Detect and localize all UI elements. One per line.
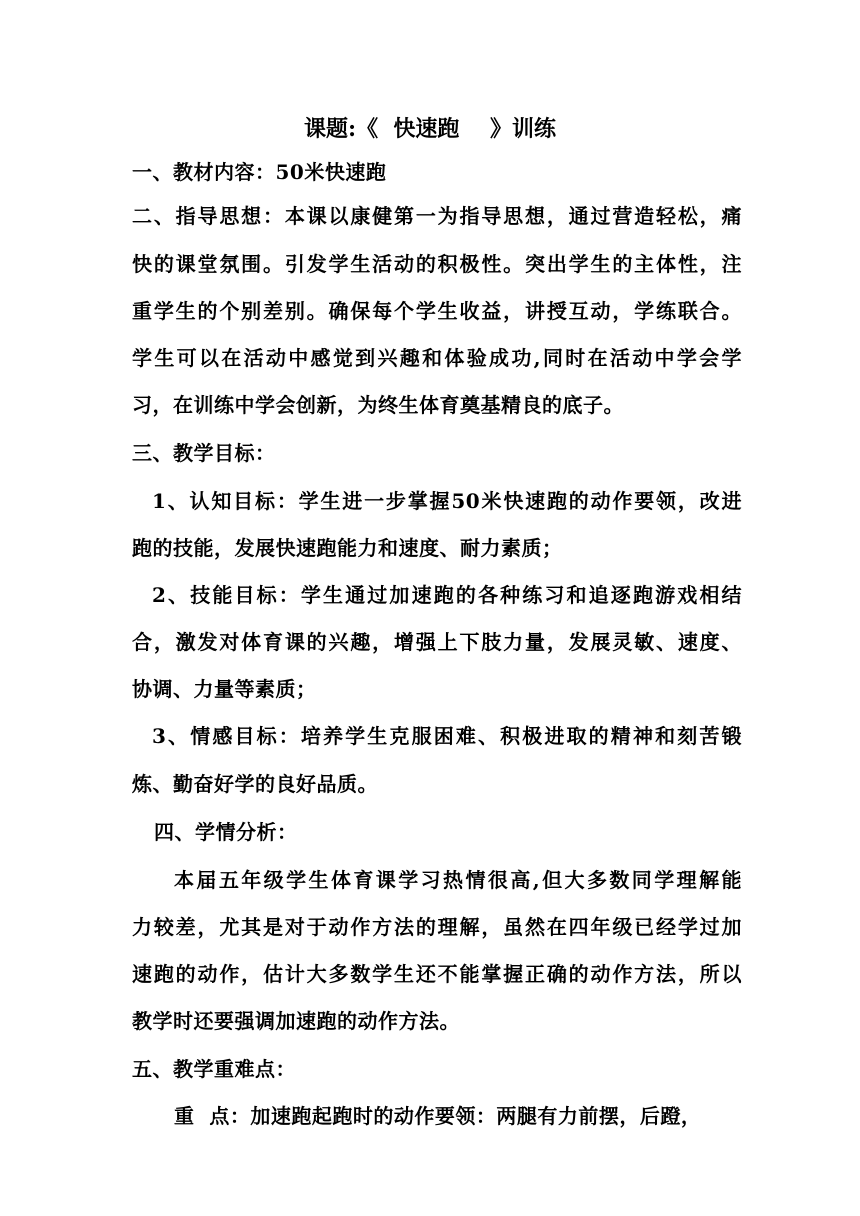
goal-2-line-2: 合，激发对体育课的兴趣，增强上下肢力量，发展灵敏、速度、 xyxy=(132,630,742,654)
section-2-line-3: 重学生的个别差别。确保每个学生收益，讲授互动，学练联合。 xyxy=(132,299,742,323)
section-4-line-1: 本届五年级学生体育课学习热情很高,但大多数同学理解能 xyxy=(174,868,742,892)
section-2-line-1: 二、指导思想：本课以康健第一为指导思想，通过营造轻松，痛 xyxy=(132,204,742,228)
document-title: 课题:《 快速跑 》训练 xyxy=(303,116,557,142)
section-4-heading: 四、学情分析： xyxy=(154,820,298,844)
goal-1-line-1: 1、认知目标：学生进一步掌握50米快速跑的动作要领，改进 xyxy=(152,489,742,513)
section-1-heading: 一、教材内容：50米快速跑 xyxy=(132,160,387,184)
goal-3-line-1: 3、情感目标：培养学生克服困难、积极进取的精神和刻苦锻 xyxy=(152,724,742,748)
section-5-heading: 五、教学重难点： xyxy=(132,1057,296,1081)
goal-2-line-1: 2、技能目标：学生通过加速跑的各种练习和追逐跑游戏相结 xyxy=(152,583,742,607)
section-4-line-2: 力较差，尤其是对于动作方法的理解，虽然在四年级已经学过加 xyxy=(132,915,742,939)
goal-3-line-2: 炼、勤奋好学的良好品质。 xyxy=(132,772,378,796)
section-5-line-1: 重 点：加速跑起跑时的动作要领：两腿有力前摆，后蹬， xyxy=(174,1104,702,1128)
section-4-line-3: 速跑的动作，估计大多数学生还不能掌握正确的动作方法，所以 xyxy=(132,962,742,986)
section-2-line-2: 快的课堂氛围。引发学生活动的积极性。突出学生的主体性，注 xyxy=(132,252,742,276)
goal-1-line-2: 跑的技能，发展快速跑能力和速度、耐力素质； xyxy=(132,536,563,560)
section-2-line-5: 习，在训练中学会创新，为终生体育奠基精良的底子。 xyxy=(132,393,624,417)
section-4-line-4: 教学时还要强调加速跑的动作方法。 xyxy=(132,1009,460,1033)
section-3-heading: 三、教学目标： xyxy=(132,441,276,465)
section-2-line-4: 学生可以在活动中感觉到兴趣和体验成功,同时在活动中学会学 xyxy=(132,346,742,370)
goal-2-line-3: 协调、力量等素质； xyxy=(132,677,317,701)
